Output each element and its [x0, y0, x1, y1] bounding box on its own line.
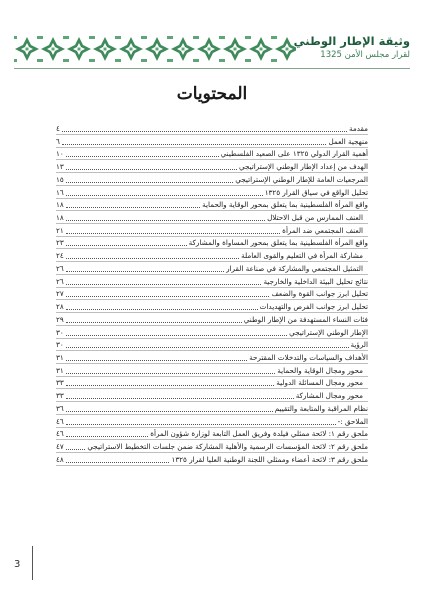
toc-entry-page: ٣٣ — [56, 391, 64, 401]
toc-entry-title: واقع المرأة الفلسطينية بما يتعلق بمحور الوقاية والحماية — [202, 200, 368, 210]
page-header — [14, 34, 410, 66]
toc-entry[interactable] — [56, 365, 368, 377]
toc-entry[interactable] — [56, 390, 368, 402]
toc-entry-title: الإطار الوطني الإستراتيجي — [289, 327, 368, 337]
toc-entry-page: ٢٦ — [56, 263, 64, 273]
toc-entry-page: ٣١ — [56, 365, 64, 375]
toc-entry-title: ملحق رقم ١: لائحة ممثلي فيلدة وفريق العمل التابعة لوزارة شؤون المرأة — [150, 429, 368, 439]
toc-entry-page: ١٨ — [56, 213, 64, 223]
toc-dot-leader — [66, 232, 280, 234]
toc-dot-leader — [62, 143, 327, 145]
toc-dot-leader — [66, 194, 263, 196]
toc-entry-page: ٢٧ — [56, 289, 64, 299]
toc-entry[interactable] — [56, 276, 368, 288]
toc-entry[interactable] — [56, 250, 368, 262]
toc-entry-title: محور ومجال المسائلة الدولية — [276, 378, 363, 388]
toc-entry[interactable] — [56, 454, 368, 466]
toc-entry-page: ٢٨ — [56, 302, 64, 312]
toc-entry-title: تحليل ابرز جوانب القوة والضعف — [271, 289, 368, 299]
toc-entry-title: منهجية العمل — [328, 136, 368, 146]
toc-entry-title: العنف المجتمعي ضد المرأة — [282, 225, 363, 235]
toc-entry-title: محور ومجال المشاركة — [295, 391, 363, 401]
toc-entry-title: الأهداف والسياسات والتدخلات المقترحة — [249, 352, 368, 362]
toc-entry[interactable] — [56, 288, 368, 300]
toc-entry[interactable] — [56, 225, 368, 237]
toc-dot-leader — [66, 346, 349, 348]
toc-entry[interactable] — [56, 416, 368, 428]
toc-dot-leader — [66, 308, 258, 310]
toc-entry[interactable] — [56, 212, 368, 224]
footer-divider — [32, 546, 33, 580]
toc-entry[interactable] — [56, 187, 368, 199]
toc-dot-leader — [66, 168, 237, 170]
toc-entry-page: ٣١ — [56, 352, 64, 362]
toc-entry[interactable] — [56, 123, 368, 135]
toc-dot-leader — [66, 155, 219, 157]
toc-entry-title: نظام المراقبة والمتابعة والتقييم — [274, 403, 368, 413]
toc-dot-leader — [66, 461, 170, 463]
toc-dot-leader — [66, 206, 200, 208]
toc-entry[interactable] — [56, 301, 368, 313]
toc-entry-page: ١٣ — [56, 162, 64, 172]
toc-dot-leader — [66, 435, 148, 437]
toc-entry[interactable] — [56, 441, 368, 453]
toc-entry[interactable] — [56, 314, 368, 326]
toc-entry[interactable] — [56, 428, 368, 440]
toc-dot-leader — [66, 181, 234, 183]
toc-entry-title: التمثيل المجتمعي والمشاركة في صناعة القرار — [226, 263, 363, 273]
toc-entry-title: ملحق رقم ٣: لائحة أعضاء وممثلي اللجنة الوطنية العليا لقرار ١٣٢٥ — [171, 454, 368, 464]
toc-dot-leader — [66, 384, 275, 386]
toc-entry-page: ١٦ — [56, 187, 64, 197]
toc-entry[interactable] — [56, 161, 368, 173]
toc-entry-title: تحليل الواقع في سياق القرار ١٣٢٥ — [264, 187, 368, 197]
toc-dot-leader — [66, 219, 265, 221]
toc-dot-leader — [66, 372, 275, 374]
toc-entry[interactable] — [56, 327, 368, 339]
toc-entry-page: ٤ — [56, 124, 60, 133]
toc-entry-title: أهمية القرار الدولي ١٣٢٥ على الصعيد الفلسطيني — [220, 149, 368, 159]
toc-entry-title: محور ومجال الوقاية والحماية — [277, 365, 363, 375]
document-title: وثيقة الإطار الوطني — [293, 34, 410, 48]
toc-entry-title: المرجعيات العامة للإطار الوطني الإستراتيجي — [235, 174, 368, 184]
toc-entry-page: ١٠ — [56, 149, 64, 159]
toc-entry[interactable] — [56, 136, 368, 148]
toc-entry-page: ٤٨ — [56, 454, 64, 464]
toc-entry[interactable] — [56, 263, 368, 275]
toc-entry-page: ٤٧ — [56, 441, 64, 451]
toc-entry-page: ٦ — [56, 136, 60, 146]
header-divider — [14, 68, 410, 69]
header-ornament-pattern — [14, 36, 296, 62]
toc-dot-leader — [66, 270, 224, 272]
toc-entry-page: ٣٠ — [56, 340, 64, 350]
toc-entry-page: ١٥ — [56, 174, 64, 184]
toc-entry[interactable] — [56, 199, 368, 211]
document-subtitle: لقرار مجلس الأمن 1325 — [320, 50, 410, 60]
toc-entry-page: ٢٦ — [56, 276, 64, 286]
toc-entry-page: ٢١ — [56, 225, 64, 235]
toc-dot-leader — [66, 244, 187, 246]
toc-entry-title: الملاحق :- — [337, 416, 368, 426]
toc-dot-leader — [66, 321, 242, 323]
toc-entry-page: ٣٣ — [56, 378, 64, 388]
toc-entry[interactable] — [56, 339, 368, 351]
toc-dot-leader — [66, 359, 247, 361]
toc-dot-leader — [66, 295, 270, 297]
toc-entry-title: نتائج تحليل البيئة الداخلية والخارجية — [263, 276, 368, 286]
toc-entry-title: فئات النساء المستهدفة من الإطار الوطني — [243, 314, 368, 324]
toc-entry[interactable] — [56, 352, 368, 364]
toc-entry[interactable] — [56, 237, 368, 249]
toc-dot-leader — [66, 397, 294, 399]
toc-entry-page: ٢٩ — [56, 314, 64, 324]
toc-dot-leader — [66, 283, 262, 285]
toc-entry-title: ملحق رقم ٢: لائحة المؤسسات الرسمية والأهلية المشاركة ضمن جلسات التخطيط الاستراتيجي — [87, 441, 368, 451]
toc-dot-leader — [66, 423, 336, 425]
toc-entry-title: العنف الممارس من قبل الاحتلال — [267, 213, 363, 223]
toc-entry[interactable] — [56, 148, 368, 160]
toc-entry-title: تحليل ابرز جوانب الفرص والتهديدات — [259, 302, 368, 312]
toc-entry-page: ١٨ — [56, 200, 64, 210]
toc-dot-leader — [66, 410, 273, 412]
toc-entry[interactable] — [56, 377, 368, 389]
toc-entry-page: ٣٠ — [56, 327, 64, 337]
toc-entry-page: ٤٦ — [56, 429, 64, 439]
toc-entry-page: ٣٦ — [56, 403, 64, 413]
toc-heading: المحتويات — [176, 84, 248, 104]
toc-entry-title: مقدمة — [349, 124, 368, 133]
toc-entry[interactable] — [56, 174, 368, 186]
table-of-contents — [56, 123, 368, 466]
toc-dot-leader — [66, 257, 239, 259]
page-number: 3 — [14, 559, 21, 570]
toc-dot-leader — [66, 334, 287, 336]
toc-entry-page: ٤٦ — [56, 416, 64, 426]
toc-entry-page: ٢٣ — [56, 238, 64, 248]
toc-dot-leader — [66, 448, 86, 450]
toc-entry-page: ٢٤ — [56, 251, 64, 261]
toc-dot-leader — [62, 130, 347, 132]
toc-entry-title: مشاركة المرأة في التعليم والقوى العاملة — [241, 251, 363, 261]
toc-entry-title: الرؤية — [350, 340, 368, 350]
toc-entry-title: واقع المرأة الفلسطينية بما يتعلق بمحور المساواة والمشاركة — [188, 238, 368, 248]
toc-entry[interactable] — [56, 403, 368, 415]
toc-entry-title: الهدف من إعداد الإطار الوطني الإستراتيجي — [238, 162, 368, 172]
